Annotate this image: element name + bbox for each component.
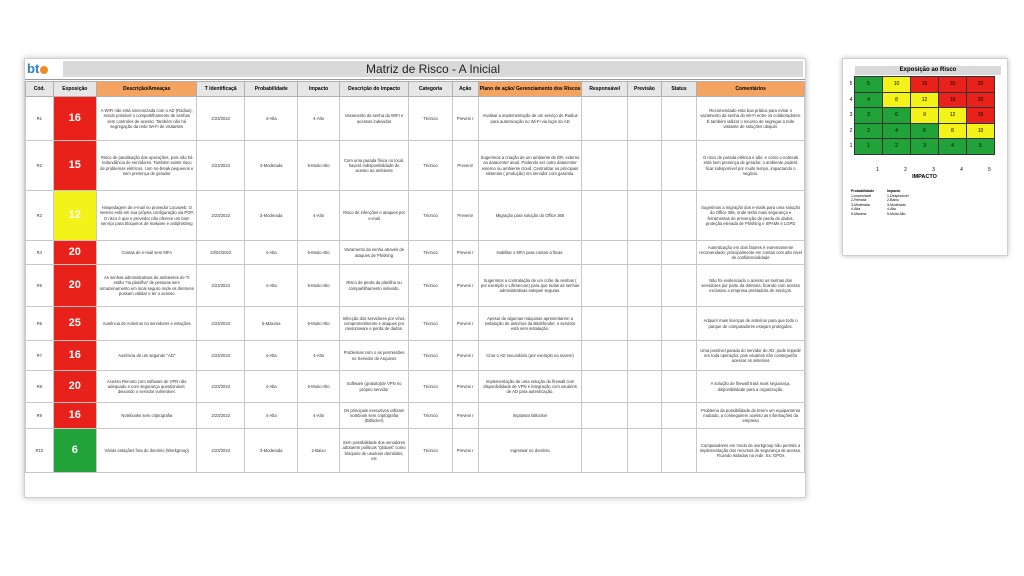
cell-empty[interactable] — [582, 429, 628, 473]
cell-acao[interactable]: Preveni r — [452, 429, 478, 473]
cell-exp[interactable]: 6 — [53, 429, 96, 473]
cell-data[interactable]: 2/23/2022 — [197, 307, 245, 341]
cell-empty[interactable] — [582, 403, 628, 429]
title-bar — [25, 59, 805, 80]
cell-empty[interactable] — [582, 265, 628, 307]
cell-cat[interactable]: Técnico — [409, 403, 452, 429]
cell-empty[interactable] — [661, 241, 696, 265]
table-row[interactable] — [26, 141, 805, 191]
cell-prob[interactable]: 3-Moderada — [245, 191, 298, 241]
cell-empty[interactable] — [628, 307, 662, 341]
cell-prob[interactable]: 3-Moderada — [245, 141, 298, 191]
cell-cat[interactable]: Técnico — [409, 97, 452, 141]
cell-cod[interactable]: R8 — [26, 371, 54, 403]
cell-data[interactable]: 2/23/2022 — [197, 97, 245, 141]
matrix-col-label: 3 — [932, 167, 935, 173]
cell-imp[interactable]: 2-Baixo — [298, 429, 339, 473]
company-logo: bt — [27, 61, 61, 77]
matrix-cell: 25 — [967, 77, 995, 93]
column-header[interactable]: Descrição/Ameaças — [97, 82, 197, 97]
cell-desc[interactable]: Notebooks sem criptografia — [97, 403, 197, 429]
cell-cat[interactable]: Técnico — [409, 371, 452, 403]
matrix-row-label: 5 — [849, 81, 853, 88]
cell-desc[interactable]: As senhas administrativas de ambientes de TI estão "na planilha" de pessoas sem armazenamento em local seguro onde os diretores possam validar e ter o acesso — [97, 265, 197, 307]
cell-data[interactable]: 2/23/2022 — [197, 371, 245, 403]
cell-empty[interactable] — [661, 191, 696, 241]
cell-empty[interactable] — [628, 241, 662, 265]
exposure-matrix — [848, 76, 995, 155]
cell-imp[interactable]: 5-Muito Alto — [298, 241, 339, 265]
table-row[interactable] — [26, 241, 805, 265]
matrix-cell: 1 — [855, 139, 883, 155]
cell-cat[interactable]: Técnico — [409, 191, 452, 241]
cell-exp[interactable]: 16 — [53, 341, 96, 371]
cell-coment[interactable]: Adquirir mais licenças de antivírus para que todo o parque de computadores estejam protegidos. — [697, 307, 805, 341]
cell-prob[interactable]: 4-Alta — [245, 265, 298, 307]
cell-cod[interactable]: R7 — [26, 341, 54, 371]
cell-data[interactable]: 2/23/2022 — [197, 341, 245, 371]
matrix-x-label: IMPACTO — [912, 174, 937, 180]
cell-empty[interactable] — [582, 341, 628, 371]
cell-empty[interactable] — [661, 307, 696, 341]
column-header[interactable]: T Identificaçã — [197, 82, 245, 97]
cell-plano[interactable]: Habilitar o MFA para contas críticas. — [478, 241, 582, 265]
risk-table — [25, 81, 805, 473]
column-header[interactable]: Status — [661, 82, 696, 97]
cell-cat[interactable]: Técnico — [409, 341, 452, 371]
cell-acao[interactable]: Preveni r — [452, 341, 478, 371]
table-row[interactable] — [26, 371, 805, 403]
matrix-cell: 15 — [911, 77, 939, 93]
matrix-cell: 5 — [967, 139, 995, 155]
cell-empty[interactable] — [628, 191, 662, 241]
cell-cat[interactable]: Técnico — [409, 241, 452, 265]
cell-coment[interactable]: Autenticação em dois fatores é extremamente recomendado, principalmente em contas com alto nível de confidencialidade — [697, 241, 805, 265]
matrix-col-label: 4 — [960, 167, 963, 173]
cell-cod[interactable]: R5 — [26, 265, 54, 307]
cell-empty[interactable] — [582, 307, 628, 341]
cell-imp[interactable]: 4-Alto — [298, 191, 339, 241]
legend-item: 5-Máxima — [851, 211, 867, 216]
cell-plano[interactable]: Migração para solução do Office 365 — [478, 191, 582, 241]
matrix-cell: 6 — [883, 108, 911, 124]
legend-item: 1-Improvável — [851, 193, 872, 198]
cell-empty[interactable] — [628, 429, 662, 473]
column-header[interactable]: Impacto — [298, 82, 339, 97]
cell-desc_imp[interactable]: Sem possibilidade dos servidores adotarem políticas "globais" como bloqueio de usuários demitidos, etc — [339, 429, 409, 473]
table-row[interactable] — [26, 191, 805, 241]
cell-empty[interactable] — [582, 97, 628, 141]
matrix-cell: 12 — [911, 92, 939, 108]
cell-empty[interactable] — [582, 141, 628, 191]
table-header-row — [26, 82, 805, 97]
legend-impacto: Impacto 1-Desprezível 2-Baixo 3-Moderado 4-Alto 5-Muito Alto — [887, 189, 927, 216]
cell-exp[interactable]: 20 — [53, 265, 96, 307]
cell-acao[interactable]: Prevenir — [452, 191, 478, 241]
cell-empty[interactable] — [582, 371, 628, 403]
cell-empty[interactable] — [661, 97, 696, 141]
cell-cod[interactable]: R6 — [26, 307, 54, 341]
matrix-row-label: 1 — [849, 143, 853, 150]
table-row[interactable] — [26, 307, 805, 341]
cell-desc_imp[interactable]: Software (gratuito)de VPN no próprio servidor — [339, 371, 409, 403]
cell-desc_imp[interactable]: Vazamento da senha da WIFI e acessos indevidos — [339, 97, 409, 141]
cell-acao[interactable]: Preveni r — [452, 307, 478, 341]
cell-plano[interactable]: Criar o AD secundário (por exemplo na nuvem) — [478, 341, 582, 371]
cell-acao[interactable]: Preveni r — [452, 265, 478, 307]
cell-exp[interactable]: 20 — [53, 241, 96, 265]
cell-desc_imp[interactable]: Com uma parada física no local, haverá indisponibilidade de acesso ao ambiente — [339, 141, 409, 191]
risk-matrix-sheet — [24, 58, 806, 498]
cell-empty[interactable] — [628, 97, 662, 141]
column-header[interactable]: Exposição — [53, 82, 96, 97]
cell-prob[interactable]: 4-Alta — [245, 341, 298, 371]
cell-desc_imp[interactable]: Os principais executivos utilizam notebook sem criptografia (Bitlocker) — [339, 403, 409, 429]
cell-desc[interactable]: Acesso Remoto com software de VPN não adequado e com segurança questionável, deixando o servidor vulnerável. — [97, 371, 197, 403]
table-row[interactable] — [26, 429, 805, 473]
cell-data[interactable]: 2/23/2022 — [197, 429, 245, 473]
cell-imp[interactable]: 4-Alto — [298, 97, 339, 141]
matrix-cell: 10 — [967, 123, 995, 139]
cell-cod[interactable]: R10 — [26, 429, 54, 473]
matrix-row — [848, 139, 995, 155]
matrix-col-label: 2 — [904, 167, 907, 173]
cell-coment[interactable]: A solução de firewall trará mais segurança, disponibilidade para a organização. — [697, 371, 805, 403]
cell-empty[interactable] — [628, 141, 662, 191]
cell-plano[interactable]: Analisar a implementação de um serviço de Radius para autenticação no Wi-Fi via login do AD — [478, 97, 582, 141]
cell-acao[interactable]: Preveni r — [452, 241, 478, 265]
cell-desc[interactable]: A WIFI não está sincronizada com o AD (Radius), sendo possível o compartilhamento de senhas sem controles de acesso. Também não há segregação da rede Wi-Fi de visitantes — [97, 97, 197, 141]
matrix-cell: 8 — [883, 92, 911, 108]
cell-coment[interactable]: Recomendado esta boa prática para evitar o vazamento da senha do Wi-Fi entre os colaboradores. É também utilizar o recurso de segregar a rede visitante de soluções ubiquiti. — [697, 97, 805, 141]
cell-desc_imp[interactable]: Risco de infecções e ataques por e-mail — [339, 191, 409, 241]
column-header[interactable]: Ação — [452, 82, 478, 97]
cell-empty[interactable] — [628, 265, 662, 307]
cell-desc[interactable]: Contas de e-mail sem MFA — [97, 241, 197, 265]
legend-item: 3-Moderada — [851, 202, 870, 207]
legend-item: 3-Moderado — [887, 202, 906, 207]
cell-desc[interactable]: Hospedagem de e-mail no provedor Locaweb. O mesmo está em sua própria configuração via POP, O risco é que o provedor não oferece um bom serviço para bloqueios de malware e antiphishing — [97, 191, 197, 241]
cell-exp[interactable]: 16 — [53, 403, 96, 429]
matrix-cell: 12 — [939, 108, 967, 124]
cell-prob[interactable]: 4-Alta — [245, 371, 298, 403]
cell-exp[interactable]: 12 — [53, 191, 96, 241]
cell-prob[interactable]: 4-Alta — [245, 403, 298, 429]
matrix-cell: 20 — [939, 77, 967, 93]
cell-coment[interactable]: O risco de parada elétrica é alto, e como o nobreak está sem presença de gerador, o ambiente poderá ficar indisponível por muito tempo, impactando o negócio. — [697, 141, 805, 191]
matrix-row — [848, 123, 995, 139]
table-row[interactable] — [26, 341, 805, 371]
legend-item: 2-Baixo — [887, 198, 899, 203]
cell-exp[interactable]: 20 — [53, 371, 96, 403]
cell-cat[interactable]: Técnico — [409, 141, 452, 191]
matrix-row — [848, 92, 995, 108]
cell-prob[interactable]: 4-Alta — [245, 97, 298, 141]
cell-empty[interactable] — [661, 341, 696, 371]
column-header[interactable]: Probabilidade — [245, 82, 298, 97]
cell-empty[interactable] — [582, 191, 628, 241]
cell-imp[interactable]: 5-Muito Alto — [298, 307, 339, 341]
cell-cod[interactable]: R4 — [26, 241, 54, 265]
matrix-cell: 4 — [939, 139, 967, 155]
cell-plano[interactable]: Ingressar no domínio — [478, 429, 582, 473]
cell-empty[interactable] — [661, 371, 696, 403]
cell-cod[interactable]: R2 — [26, 141, 54, 191]
matrix-row-label: 2 — [849, 127, 853, 134]
legend-probabilidade: Probabilidade 1-Improvável 2-Remota 3-Moderada 4-Alta 5-Máxima — [851, 189, 891, 216]
matrix-cell: 16 — [939, 92, 967, 108]
legend-item: 5-Muito Alto — [887, 211, 906, 216]
matrix-row — [848, 77, 995, 93]
cell-empty[interactable] — [661, 429, 696, 473]
matrix-cell: 3 — [855, 108, 883, 124]
cell-empty[interactable] — [628, 341, 662, 371]
matrix-title: Exposição ao Risco — [855, 66, 1001, 75]
matrix-cell: 9 — [911, 108, 939, 124]
cell-cat[interactable]: Técnico — [409, 307, 452, 341]
column-header[interactable]: Plano de ação/ Gerenciamento dos Riscos — [478, 82, 582, 97]
cell-imp[interactable]: 5-Muito Alto — [298, 265, 339, 307]
cell-data[interactable]: 2/23/2022 — [197, 403, 245, 429]
cell-desc_imp[interactable]: Problemas com o as permissões no Servidor de Arquivos — [339, 341, 409, 371]
cell-data[interactable]: 2/23/2022 — [197, 191, 245, 241]
legend-item: 1-Desprezível — [887, 193, 909, 198]
cell-exp[interactable]: 25 — [53, 307, 96, 341]
matrix-cell: 2 — [883, 139, 911, 155]
column-header[interactable]: Cód. — [26, 82, 54, 97]
matrix-cell: 4 — [855, 92, 883, 108]
cell-cod[interactable]: R1 — [26, 97, 54, 141]
cell-coment[interactable]: Sugerimos a migração dos e-mails para uma solução do Office 365, onde terão mais segurança e ferramentas de prevenção de perda de dados, proteção elevada de Phishing e SPAMs e LGPD — [697, 191, 805, 241]
cell-empty[interactable] — [661, 141, 696, 191]
matrix-cell: 6 — [911, 123, 939, 139]
cell-coment[interactable]: Computadores em modo de workgroup não permite a implementação dos recursos de segurança de acesso. Ficando isolados na rede. Ex: GPOs — [697, 429, 805, 473]
cell-empty[interactable] — [582, 241, 628, 265]
cell-desc[interactable]: Ausência de Antivírus no servidores e estações — [97, 307, 197, 341]
cell-data[interactable]: 2/23/2022 — [197, 141, 245, 191]
matrix-row — [848, 108, 995, 124]
matrix-cell: 4 — [883, 123, 911, 139]
table-row[interactable] — [26, 403, 805, 429]
matrix-cell: 3 — [911, 139, 939, 155]
cell-acao[interactable]: Preveni r — [452, 403, 478, 429]
table-row[interactable] — [26, 265, 805, 307]
cell-exp[interactable]: 15 — [53, 141, 96, 191]
cell-imp[interactable]: 5-Muito Alto — [298, 141, 339, 191]
cell-exp[interactable]: 16 — [53, 97, 96, 141]
cell-acao[interactable]: Preveni r — [452, 97, 478, 141]
cell-imp[interactable]: 4-Alto — [298, 341, 339, 371]
cell-empty[interactable] — [661, 403, 696, 429]
cell-cat[interactable]: Técnico — [409, 265, 452, 307]
cell-data[interactable]: 23/02/2022 — [197, 241, 245, 265]
cell-data[interactable]: 2/23/2022 — [197, 265, 245, 307]
cell-empty[interactable] — [628, 403, 662, 429]
matrix-row-label: 3 — [849, 112, 853, 119]
cell-acao[interactable]: Prevenir — [452, 141, 478, 191]
cell-desc[interactable]: Risco de paralisação das operações, pois não há redundância de servidores. Também existe risco de problemas elétricos, com no-break pequenos e sem presença de gerador — [97, 141, 197, 191]
cell-plano[interactable]: Sugerimos a criação de um ambiente de DR, externo ao datacenter atual. Podendo ser outro datacenter externo ou ambiente cloud. Centralizar os principais sistemas ( produção) em servidor com garantia. — [478, 141, 582, 191]
matrix-col-label: 5 — [988, 167, 991, 173]
matrix-cell: 20 — [967, 92, 995, 108]
cell-desc[interactable]: Ausência de um segundo "AD" — [97, 341, 197, 371]
legend-item: 4-Alta — [851, 207, 861, 212]
matrix-cell: 8 — [939, 123, 967, 139]
column-header[interactable]: Descrição do Impacto — [339, 82, 409, 97]
matrix-cell: 15 — [967, 108, 995, 124]
cell-cod[interactable]: R3 — [26, 191, 54, 241]
matrix-row-label: 4 — [849, 96, 853, 103]
cell-cod[interactable]: R9 — [26, 403, 54, 429]
cell-acao[interactable]: Preveni r — [452, 371, 478, 403]
cell-prob[interactable]: 5-Máxima — [245, 307, 298, 341]
matrix-cell: 10 — [883, 77, 911, 93]
exposure-matrix-panel — [842, 58, 1008, 256]
column-header[interactable]: Comentários — [697, 82, 805, 97]
matrix-cell: 5 — [855, 77, 883, 93]
table-row[interactable] — [26, 97, 805, 141]
cell-desc_imp[interactable]: Vazamento da senha através de ataques de Phishing — [339, 241, 409, 265]
cell-plano[interactable]: Implementação de uma solução de firewall com disponibilidade de VPN e integração com usuários de AD para autenticação. — [478, 371, 582, 403]
cell-empty[interactable] — [661, 265, 696, 307]
cell-empty[interactable] — [628, 371, 662, 403]
cell-coment[interactable]: Problema da possibilidade de terem um equipamento roubado, a conseguirem acesso as informações da empresa — [697, 403, 805, 429]
matrix-cell: 2 — [855, 123, 883, 139]
cell-desc_imp[interactable]: Infecção dos servidores por vírus, comprometimento e ataques por ransomware e perda de dados. — [339, 307, 409, 341]
cell-imp[interactable]: 4-Alto — [298, 403, 339, 429]
cell-desc[interactable]: Várias estações fora do domínio (Workgroup) — [97, 429, 197, 473]
matrix-col-labels — [856, 167, 993, 173]
matrix-col-label: 1 — [876, 167, 879, 173]
cell-prob[interactable]: 3-Moderada — [245, 429, 298, 473]
sheet-title: Matriz de Risco - A Inicial — [63, 61, 803, 77]
cell-plano[interactable]: Implantar Bitlocker — [478, 403, 582, 429]
column-header[interactable]: Previsão — [628, 82, 662, 97]
column-header[interactable]: Responsável — [582, 82, 628, 97]
cell-coment[interactable]: Não foi evidenciado o acesso as senhas dos servidores por parte da diretoria, ficando com acesso exclusivo a empresa prestadora de serviços. — [697, 265, 805, 307]
cell-plano[interactable]: Sugerimos a contratação de um cofre de senhas ( por exemplo o LifeSecure) para que todas as senhas administrativas estejam seguras. — [478, 265, 582, 307]
cell-desc_imp[interactable]: Risco de perda da planilha ou compartilhamento indevido. — [339, 265, 409, 307]
cell-prob[interactable]: 4-Alta — [245, 241, 298, 265]
column-header[interactable]: Categoria — [409, 82, 452, 97]
legend-item: 2-Remota — [851, 198, 867, 203]
cell-plano[interactable]: Apesar de algumas máquinas apresentarem a instalação de antivírus da Bitdefender, o servidor está sem instalação. — [478, 307, 582, 341]
legend-item: 4-Alto — [887, 207, 897, 212]
cell-coment[interactable]: Uma possível parada do servidor de AD, pode impedir em toda operação, pois usuários não conseguirão acessar os sistemas — [697, 341, 805, 371]
cell-imp[interactable]: 5-Muito Alto — [298, 371, 339, 403]
cell-cat[interactable]: Técnico — [409, 429, 452, 473]
